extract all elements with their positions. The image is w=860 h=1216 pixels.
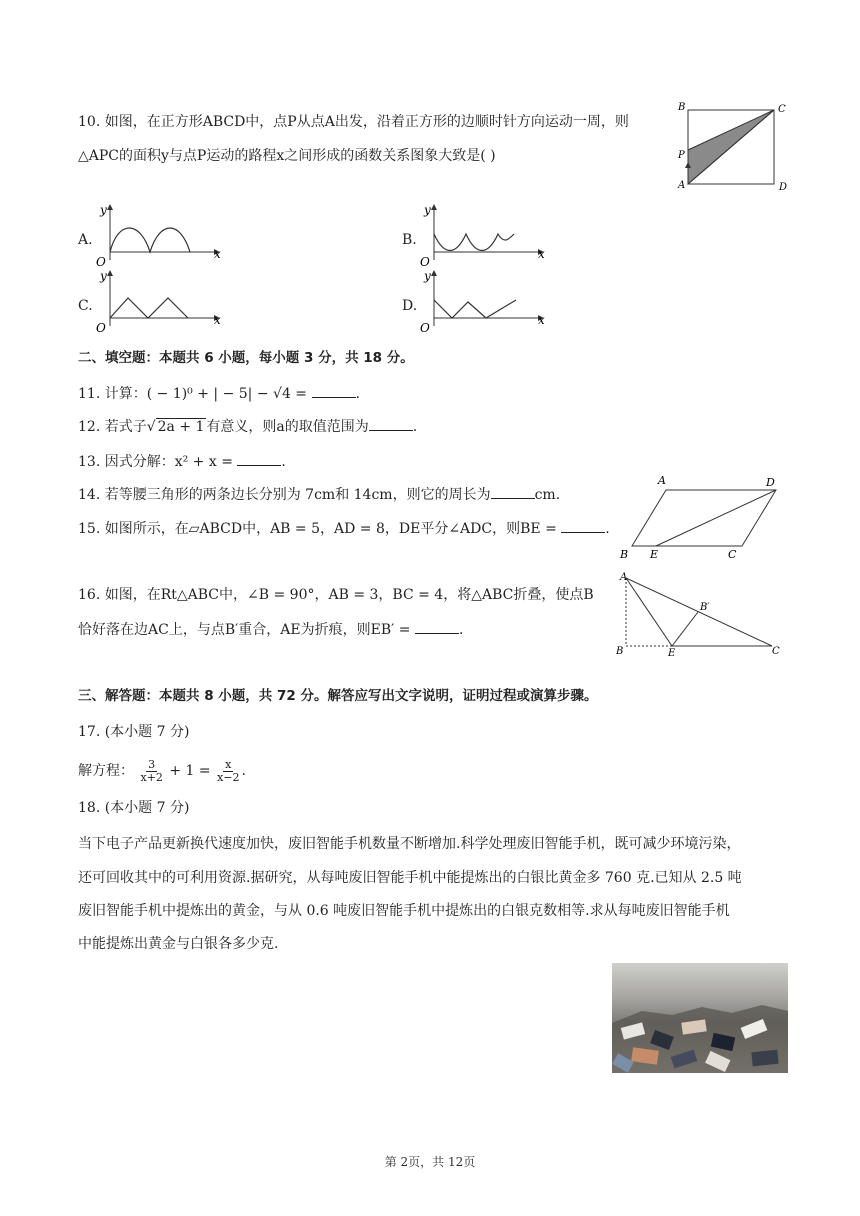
q11-suffix: .	[355, 386, 360, 402]
q17-mid: + 1 =	[169, 763, 211, 779]
q16-line2-text: 恰好落在边AC上，与点B′重合，AE为折痕，则EB′ =	[78, 622, 415, 638]
fig-label-D: D	[779, 182, 788, 193]
phones-pile-illustration	[612, 963, 788, 1073]
q10-line2: △APC的面积y与点P运动的路程x之间形成的函数关系图象大致是( )	[78, 148, 496, 164]
fig-label-A: A	[620, 572, 628, 583]
q12: 12. 若式子√ 2a + 1 有意义，则a的取值范围为 .	[78, 416, 417, 437]
section-2-heading: 二、填空题：本题共 6 小题，每小题 3 分，共 18 分。	[78, 350, 414, 366]
option-b-label: B.	[402, 232, 417, 248]
q15	[78, 518, 610, 539]
fig-label-D: D	[766, 476, 775, 489]
phones-photo	[612, 963, 788, 1073]
q15-end: .	[605, 521, 610, 537]
option-d-label: D.	[402, 298, 418, 314]
axis-y: y	[100, 203, 107, 217]
q16-triangle-figure	[612, 570, 792, 660]
q16-line2	[78, 619, 463, 640]
q16-end: .	[458, 622, 464, 638]
q18-line: 废旧智能手机中提炼出的黄金，与从 0.6 吨废旧智能手机中提炼出的白银克数相等.求从每吨废旧智能手机	[78, 903, 730, 919]
q14	[78, 484, 560, 505]
q11	[78, 383, 360, 404]
answer-blank	[369, 416, 413, 431]
fig-label-B: B	[620, 548, 629, 561]
fig-label-A: A	[678, 180, 686, 191]
answer-blank	[561, 518, 605, 533]
axis-x: x	[214, 313, 221, 327]
axis-y: y	[424, 269, 431, 283]
section-3-heading: 三、解答题：本题共 8 小题，共 72 分。解答应写出文字说明，证明过程或演算步骤。	[78, 688, 598, 704]
answer-blank	[415, 619, 459, 634]
fig-label-E: E	[668, 648, 676, 659]
q12-radicand: 2a + 1	[157, 419, 205, 435]
q10-square-figure	[676, 98, 796, 194]
q18-line: 当下电子产品更新换代速度加快，废旧智能手机数量不断增加.科学处理废旧智能手机，既可减少环境污染，	[78, 836, 741, 852]
option-c-label: C.	[78, 298, 93, 314]
origin: O	[420, 255, 430, 269]
q17-prefix: 解方程：	[78, 763, 134, 779]
q16-line1: 16. 如图，在Rt△ABC中，∠B = 90°，AB = 3，BC = 4，将△ABC折叠，使点B	[78, 587, 594, 603]
q11-expr: ( − 1)⁰ + | − 5| − √4 =	[146, 386, 312, 402]
origin: O	[96, 255, 106, 269]
axis-x: x	[538, 313, 545, 327]
fig-label-B-prime: B′	[700, 602, 710, 613]
q17-heading: 17. (本小题 7 分)	[78, 724, 190, 740]
fraction	[140, 759, 162, 784]
fig-label-E: E	[650, 548, 659, 561]
q14-text: 14. 若等腰三角形的两条边长分别为 7cm和 14cm，则它的周长为	[78, 487, 491, 503]
answer-blank	[237, 451, 281, 466]
q17-end: .	[241, 763, 246, 779]
fig-label-C: C	[728, 548, 737, 561]
answer-blank	[312, 383, 356, 398]
q18-line: 中能提炼出黄金与白银各多少克.	[78, 936, 279, 952]
option-b-graph	[418, 200, 550, 272]
axis-y: y	[100, 269, 107, 283]
origin: O	[420, 321, 430, 335]
q14-end: cm.	[534, 487, 561, 503]
axis-y: y	[424, 203, 431, 217]
q13	[78, 451, 286, 472]
q13-text: 13. 因式分解：x² + x =	[78, 454, 238, 470]
fraction-denominator: x+2	[140, 770, 163, 784]
q15-text: 15. 如图所示，在▱ABCD中，AB = 5，AD = 8，DE平分∠ADC，则BE =	[78, 521, 562, 537]
fig-label-B: B	[616, 646, 624, 657]
q18-heading: 18. (本小题 7 分)	[78, 800, 190, 816]
fig-label-C: C	[778, 104, 786, 115]
fraction-numerator: x	[225, 757, 232, 771]
axis-x: x	[538, 247, 545, 261]
answer-blank	[491, 484, 535, 499]
fraction	[217, 759, 239, 784]
q15-parallelogram-figure	[614, 470, 794, 562]
origin: O	[96, 321, 106, 335]
q12-end: .	[412, 419, 418, 435]
q17-equation	[78, 758, 246, 784]
fig-label-C: C	[772, 646, 780, 657]
fig-label-P: P	[678, 150, 685, 161]
option-a-graph	[94, 200, 226, 272]
q10-line1: 10. 如图，在正方形ABCD中，点P从点A出发，沿着正方形的边顺时针方向运动一周，则	[78, 114, 629, 130]
fraction-numerator: 3	[148, 757, 156, 771]
q12-prefix: 12. 若式子	[78, 419, 147, 435]
page-footer: 第 2页，共 12页	[384, 1155, 476, 1169]
q13-end: .	[281, 454, 286, 470]
q11-prefix: 11. 计算：	[78, 386, 147, 402]
fig-label-A: A	[658, 474, 666, 487]
option-d-graph	[418, 266, 550, 338]
axis-x: x	[214, 247, 221, 261]
option-a-label: A.	[78, 232, 93, 248]
q12-suffix: 有意义，则a的取值范围为	[206, 419, 369, 435]
option-c-graph	[94, 266, 226, 338]
q18-line: 还可回收其中的可利用资源.据研究，从每吨废旧智能手机中能提炼出的白银比黄金多 760 克.已知从 2.5 吨	[78, 870, 742, 886]
fraction-denominator: x−2	[217, 770, 240, 784]
fig-label-B: B	[678, 102, 686, 113]
